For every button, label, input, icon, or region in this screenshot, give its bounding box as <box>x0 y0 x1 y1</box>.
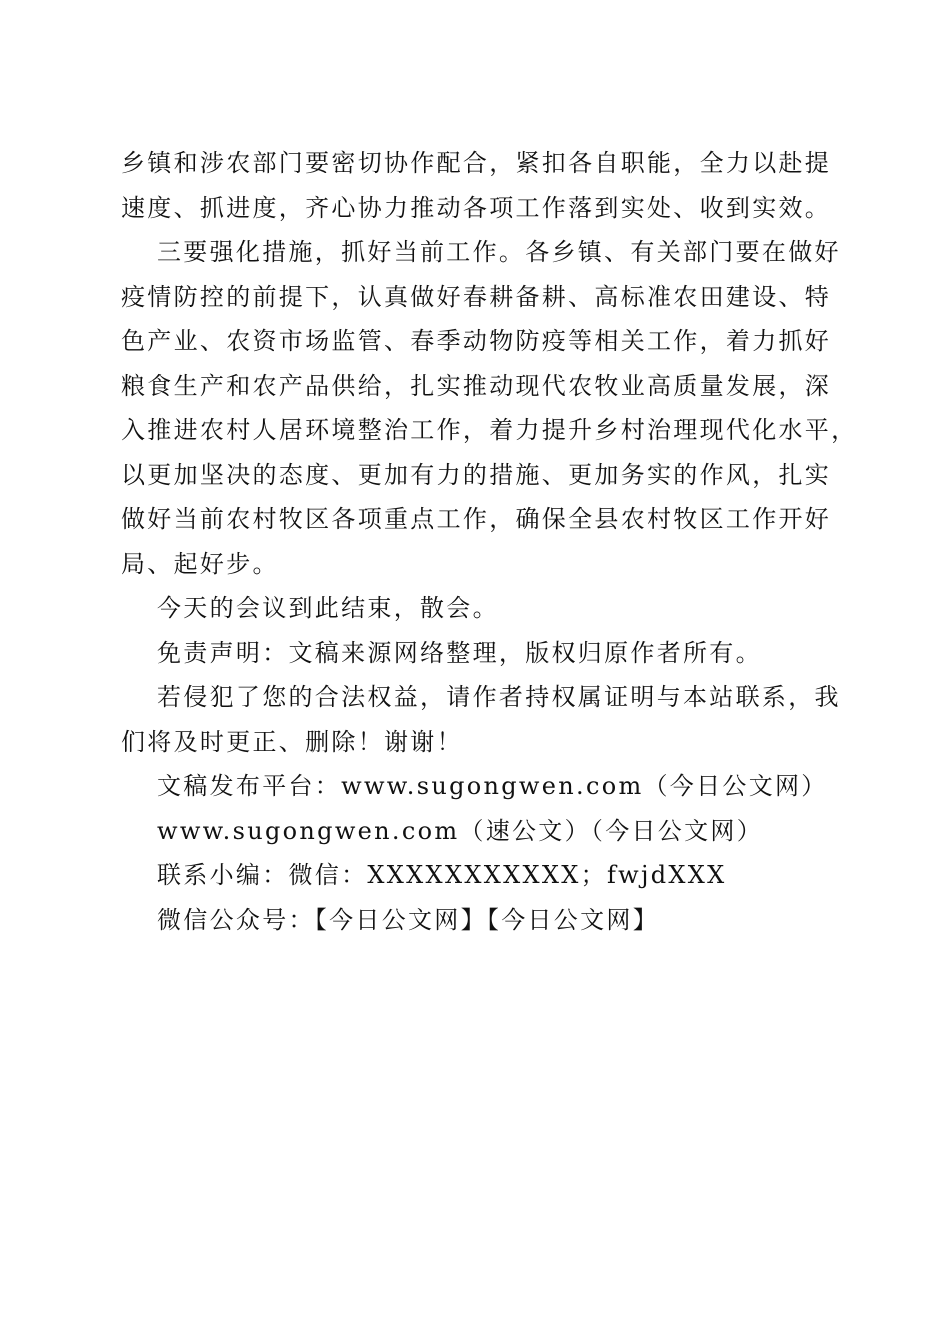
footer-disclaimer-block <box>121 631 841 943</box>
paragraph-line: 三要强化措施，抓好当前工作。各乡镇、有关部门要在做好 <box>157 238 841 266</box>
paragraph-line: 以更加坚决的态度、更加有力的措施、更加务实的作风，扎实 <box>121 460 832 489</box>
paragraph-continuation <box>121 141 831 230</box>
paragraph-line: 乡镇和涉农部门要密切协作配合，紧扣各自职能，全力以赴提 <box>121 149 832 177</box>
paragraph-point-three <box>121 230 858 586</box>
contact-text: 联系小编：微信：XXXXXXXXXXX；fwjdXXX <box>157 861 727 889</box>
paragraph-line: 速度、抓进度，齐心协力推动各项工作落到实处、收到实效。 <box>121 193 832 222</box>
disclaimer-text: 免责声明：文稿来源网络整理，版权归原作者所有。 <box>157 638 762 667</box>
infringement-text: 若侵犯了您的合法权益，请作者持权属证明与本站联系，我 <box>157 683 841 711</box>
infringement-text-continued: 们将及时更正、删除！谢谢！ <box>121 727 463 756</box>
platform-text: 文稿发布平台：www.sugongwen.com（今日公文网） <box>157 772 828 800</box>
paragraph-line: 色产业、农资市场监管、春季动物防疫等相关工作，着力抓好 <box>121 327 832 355</box>
paragraph-line: 今天的会议到此结束，散会。 <box>157 594 499 622</box>
paragraph-line: 入推进农村人居环境整治工作，着力提升乡村治理现代化水平， <box>121 416 858 444</box>
paragraph-closing <box>121 586 831 631</box>
paragraph-line: 粮食生产和农产品供给，扎实推动现代农牧业高质量发展，深 <box>121 371 832 400</box>
paragraph-line: 局、起好步。 <box>121 549 279 578</box>
site-text: www.sugongwen.com（速公文）（今日公文网） <box>157 816 763 845</box>
paragraph-line: 做好当前农村牧区各项重点工作，确保全县农村牧区工作开好 <box>121 505 832 533</box>
document-page <box>121 141 858 942</box>
wechat-account-text: 微信公众号：【今日公文网】【今日公文网】 <box>157 905 659 934</box>
paragraph-line: 疫情防控的前提下，认真做好春耕备耕、高标准农田建设、特 <box>121 282 832 311</box>
